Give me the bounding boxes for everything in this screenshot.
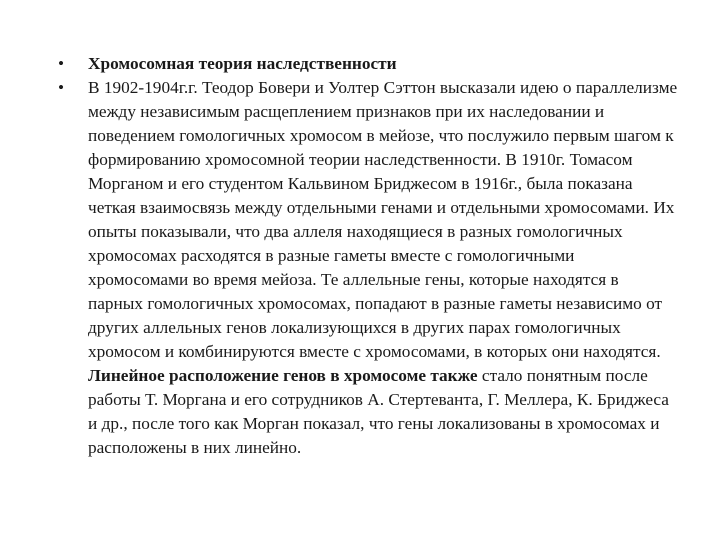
bullet-icon: • (58, 78, 65, 97)
body-text-bold: Линейное расположение генов в хромосоме также (88, 366, 478, 385)
body-text-part1: В 1902-1904г.г. Теодор Бовери и Уолтер Сэттон высказали идею о параллелизме между независимым расщеплением признаков при их наследовании и поведением гомологичных хромосом в мейозе, что послужило первым шагом к формированию хромосомной теории наследственности. В 1910г. Томасом Морганом и его студентом Кальвином Бриджесом в 1916г., была показана четкая взаимосвязь между отдельными генами и отдельными хромосомами. Их опыты показывали, что два аллеля находящиеся в разных гомологичных хромосомах расходятся в разные гаметы вместе с гомологичными хромосомами во время мейоза. Те аллельные гены, которые находятся в парных гомологичных хромосомах, попадают в разные гаметы независимо от других аллельных генов локализующихся в других парах гомологичных хромосом и комбинируются вместе с хромосомами, в которых они находятся. (88, 78, 678, 361)
bullet-list (58, 52, 678, 460)
bullet-item-body (58, 76, 678, 460)
bullet-item-title (58, 52, 678, 76)
slide-title: Хромосомная теория наследственности (88, 54, 397, 73)
bullet-icon: • (58, 54, 65, 73)
body-text-part2: стало понятным после работы Т. Моргана и его сотрудников А. Стертеванта, Г. Меллера, К. Бриджеса и др., после того как Морган показал, что гены локализованы в хромосомах и расположены в них линейно. (88, 366, 669, 457)
